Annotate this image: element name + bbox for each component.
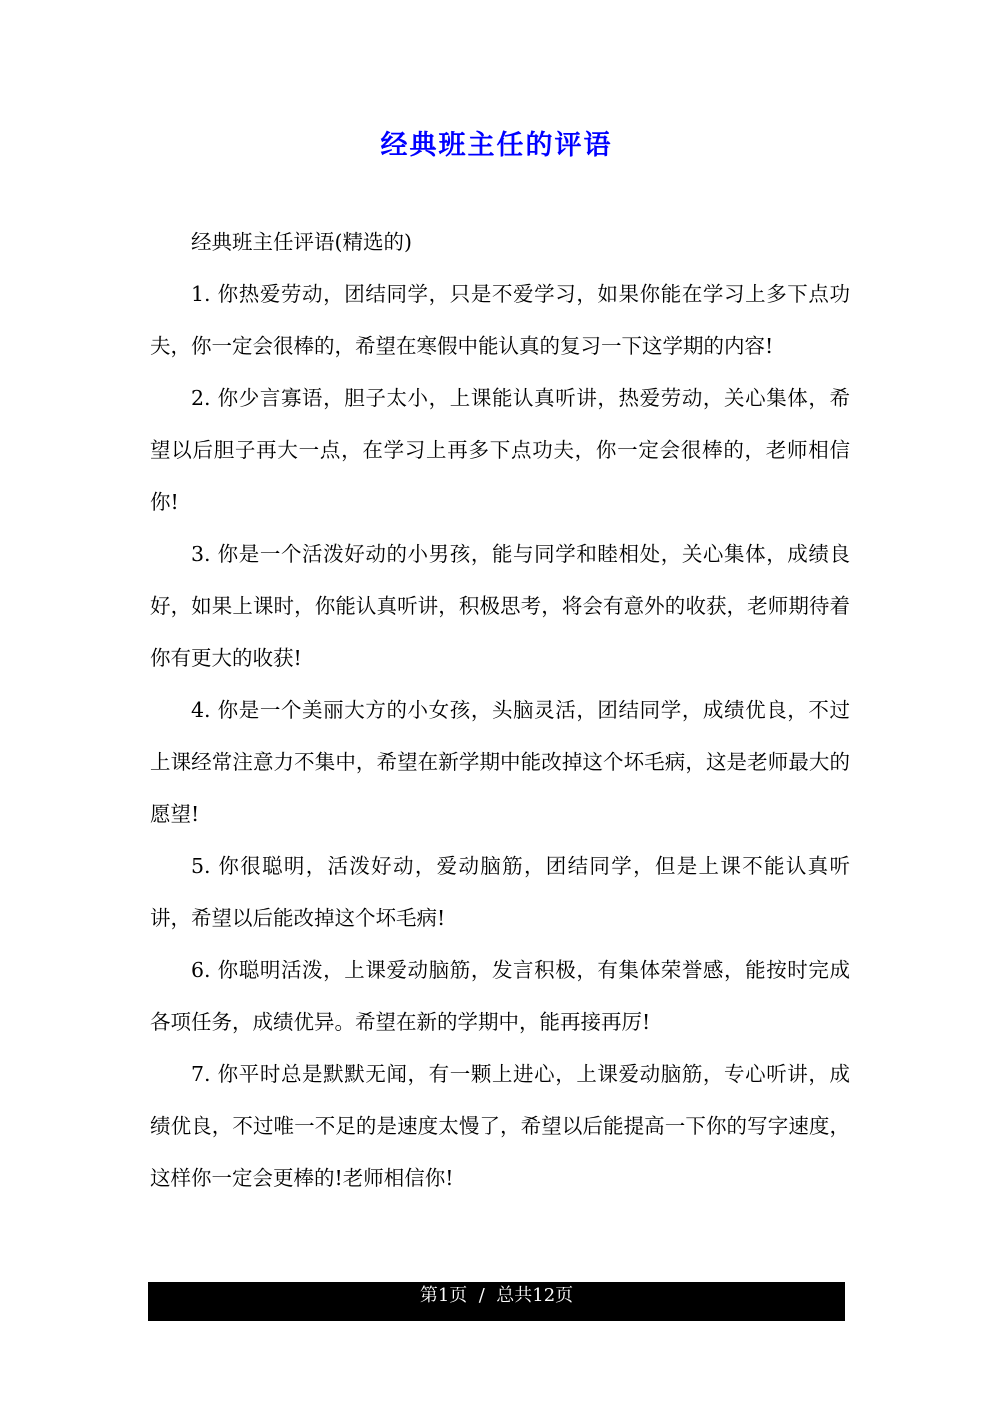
comment-paragraph-4: 4. 你是一个美丽大方的小女孩，头脑灵活，团结同学，成绩优良，不过上课经常注意力不集中，希望在新学期中能改掉这个坏毛病，这是老师最大的愿望! — [150, 698, 850, 826]
comment-paragraph-7: 7. 你平时总是默默无闻，有一颗上进心，上课爱动脑筋，专心听讲，成绩优良，不过唯一不足的是速度太慢了，希望以后能提高一下你的写字速度，这样你一定会更棒的!老师相信你! — [150, 1062, 850, 1190]
subtitle: 经典班主任评语(精选的) — [191, 230, 412, 254]
page-footer: 第1页 / 总共12页 — [148, 1282, 845, 1321]
comment-paragraph-1: 1. 你热爱劳动，团结同学，只是不爱学习，如果你能在学习上多下点功夫，你一定会很棒的，希望在寒假中能认真的复习一下这学期的内容! — [150, 282, 850, 358]
comment-paragraph-3: 3. 你是一个活泼好动的小男孩，能与同学和睦相处，关心集体，成绩良好，如果上课时，你能认真听讲，积极思考，将会有意外的收获，老师期待着你有更大的收获! — [150, 542, 850, 670]
document-title: 经典班主任的评语 — [380, 130, 613, 161]
comment-paragraph-5: 5. 你很聪明，活泼好动，爱动脑筋，团结同学，但是上课不能认真听讲，希望以后能改掉这个坏毛病! — [150, 854, 850, 930]
document-body — [150, 216, 850, 1204]
comment-paragraph-2: 2. 你少言寡语，胆子太小，上课能认真听讲，热爱劳动，关心集体，希望以后胆子再大一点，在学习上再多下点功夫，你一定会很棒的，老师相信你! — [150, 386, 850, 514]
comment-paragraph-6: 6. 你聪明活泼，上课爱动脑筋，发言积极，有集体荣誉感，能按时完成各项任务，成绩优异。希望在新的学期中，能再接再厉! — [150, 958, 850, 1034]
